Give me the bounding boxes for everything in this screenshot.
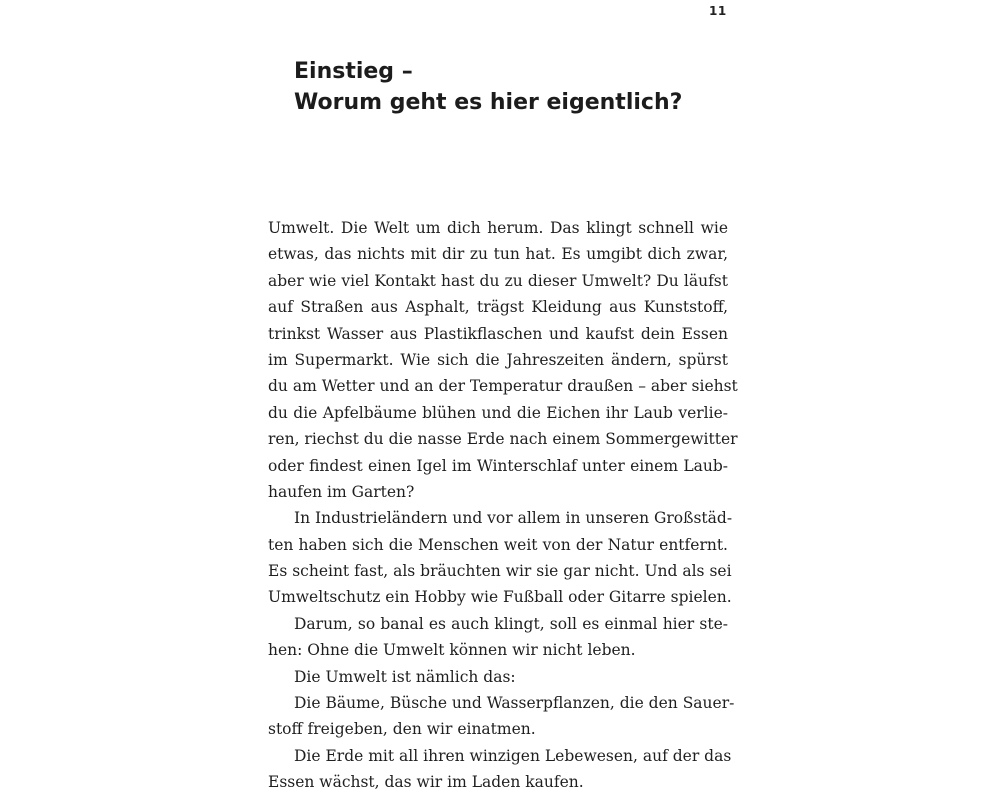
text-line: auf Straßen aus Asphalt, trägst Kleidung aus Kunststoff, bbox=[268, 298, 728, 317]
text-line: etwas, das nichts mit dir zu tun hat. Es umgibt dich zwar, bbox=[268, 245, 728, 264]
chapter-title-line-2: Worum geht es hier eigentlich? bbox=[294, 90, 683, 115]
text-line: Die Bäume, Büsche und Wasserpflanzen, die den Sauer- bbox=[294, 694, 735, 713]
text-line: Es scheint fast, als bräuchten wir sie gar nicht. Und als sei bbox=[268, 562, 732, 581]
text-line: im Supermarkt. Wie sich die Jahreszeiten ändern, spürst bbox=[268, 350, 728, 369]
text-line: stoff freigeben, den wir einatmen. bbox=[268, 720, 536, 739]
text-line: hen: Ohne die Umwelt können wir nicht leben. bbox=[268, 641, 636, 660]
text-line: In Industrieländern und vor allem in unseren Großstäd- bbox=[294, 509, 733, 528]
text-line: Die Erde mit all ihren winzigen Lebewesen, auf der das bbox=[294, 746, 732, 765]
page-number: 11 bbox=[709, 4, 727, 18]
text-line: ten haben sich die Menschen weit von der Natur entfernt. bbox=[268, 535, 728, 554]
text-line: ren, riechst du die nasse Erde nach einem Sommergewitter bbox=[268, 430, 738, 449]
chapter-title bbox=[294, 56, 682, 118]
body-text bbox=[268, 215, 738, 796]
text-line: du am Wetter und an der Temperatur draußen – aber siehst bbox=[268, 377, 738, 396]
text-line: Darum, so banal es auch klingt, soll es einmal hier ste- bbox=[294, 614, 728, 633]
text-line: trinkst Wasser aus Plastikflaschen und kaufst dein Essen bbox=[268, 324, 728, 343]
text-line: Umweltschutz ein Hobby wie Fußball oder Gitarre spielen. bbox=[268, 588, 732, 607]
text-line: oder findest einen Igel im Winterschlaf unter einem Laub- bbox=[268, 456, 728, 475]
chapter-title-line-1: Einstieg – bbox=[294, 59, 413, 84]
text-line: Essen wächst, das wir im Laden kaufen. bbox=[268, 773, 584, 792]
text-line: Die Umwelt ist nämlich das: bbox=[294, 667, 516, 686]
text-line: aber wie viel Kontakt hast du zu dieser Umwelt? Du läufst bbox=[268, 271, 728, 290]
text-line: du die Apfelbäume blühen und die Eichen ihr Laub verlie- bbox=[268, 403, 728, 422]
text-line: haufen im Garten? bbox=[268, 482, 415, 501]
text-line: Umwelt. Die Welt um dich herum. Das klingt schnell wie bbox=[268, 219, 728, 237]
